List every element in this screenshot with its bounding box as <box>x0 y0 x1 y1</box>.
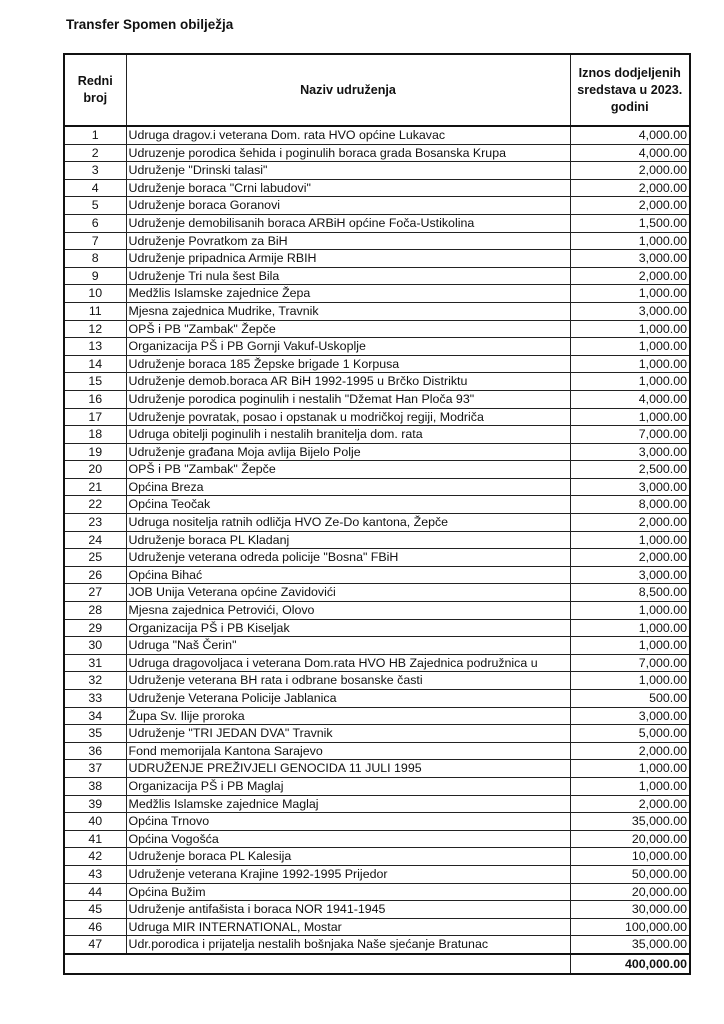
row-amount: 7,000.00 <box>570 654 690 672</box>
row-number: 47 <box>64 936 126 954</box>
row-name: OPŠ i PB "Zambak" Žepče <box>126 461 570 479</box>
row-amount: 1,000.00 <box>570 408 690 426</box>
table-row <box>64 936 690 954</box>
table-row <box>64 848 690 866</box>
row-number: 18 <box>64 426 126 444</box>
row-number: 15 <box>64 373 126 391</box>
table-row <box>64 267 690 285</box>
table-row <box>64 250 690 268</box>
row-number: 32 <box>64 672 126 690</box>
row-amount: 2,000.00 <box>570 267 690 285</box>
table-row <box>64 637 690 655</box>
table-row <box>64 162 690 180</box>
row-number: 6 <box>64 214 126 232</box>
row-number: 37 <box>64 760 126 778</box>
row-name: Općina Breza <box>126 478 570 496</box>
row-amount: 1,000.00 <box>570 760 690 778</box>
row-name: Općina Bužim <box>126 883 570 901</box>
row-amount: 1,000.00 <box>570 672 690 690</box>
row-number: 7 <box>64 232 126 250</box>
row-amount: 2,000.00 <box>570 742 690 760</box>
table-row <box>64 320 690 338</box>
row-amount: 2,000.00 <box>570 795 690 813</box>
row-name: Udruženje "Drinski talasi" <box>126 162 570 180</box>
row-amount: 7,000.00 <box>570 426 690 444</box>
total-label-cell <box>64 954 570 974</box>
row-amount: 8,000.00 <box>570 496 690 514</box>
row-amount: 8,500.00 <box>570 584 690 602</box>
row-name: Udruženje porodica poginulih i nestalih "Džemat Han Ploča 93" <box>126 390 570 408</box>
row-amount: 4,000.00 <box>570 144 690 162</box>
row-amount: 1,000.00 <box>570 320 690 338</box>
row-number: 19 <box>64 443 126 461</box>
row-number: 27 <box>64 584 126 602</box>
row-number: 31 <box>64 654 126 672</box>
row-number: 12 <box>64 320 126 338</box>
row-name: Udruženje boraca Goranovi <box>126 197 570 215</box>
row-amount: 1,500.00 <box>570 214 690 232</box>
row-number: 25 <box>64 549 126 567</box>
row-amount: 20,000.00 <box>570 830 690 848</box>
row-name: Udruženje pripadnica Armije RBIH <box>126 250 570 268</box>
row-amount: 3,000.00 <box>570 707 690 725</box>
table-row <box>64 302 690 320</box>
row-name: Udruženje antifašista i boraca NOR 1941-1945 <box>126 901 570 919</box>
row-amount: 1,000.00 <box>570 285 690 303</box>
table-row <box>64 725 690 743</box>
row-number: 8 <box>64 250 126 268</box>
row-name: Udruženje demobilisanih boraca ARBiH općine Foča-Ustikolina <box>126 214 570 232</box>
row-amount: 1,000.00 <box>570 602 690 620</box>
table-row <box>64 285 690 303</box>
row-name: Općina Bihać <box>126 566 570 584</box>
row-number: 40 <box>64 813 126 831</box>
table-row <box>64 813 690 831</box>
row-amount: 4,000.00 <box>570 126 690 144</box>
row-amount: 1,000.00 <box>570 355 690 373</box>
table-row <box>64 373 690 391</box>
table-row <box>64 478 690 496</box>
table-row <box>64 461 690 479</box>
row-name: Udruženje veterana Krajine 1992-1995 Prijedor <box>126 865 570 883</box>
row-number: 4 <box>64 179 126 197</box>
row-name: Udruženje građana Moja avlija Bijelo Polje <box>126 443 570 461</box>
table-row <box>64 654 690 672</box>
row-number: 10 <box>64 285 126 303</box>
table-row <box>64 496 690 514</box>
row-number: 3 <box>64 162 126 180</box>
row-name: Udruženje veterana BH rata i odbrane bosanske časti <box>126 672 570 690</box>
row-name: Udruga "Naš Čerin" <box>126 637 570 655</box>
table-row <box>64 408 690 426</box>
row-number: 42 <box>64 848 126 866</box>
row-number: 29 <box>64 619 126 637</box>
row-name: Medžlis Islamske zajednice Žepa <box>126 285 570 303</box>
row-name: Općina Vogošća <box>126 830 570 848</box>
row-number: 5 <box>64 197 126 215</box>
row-number: 20 <box>64 461 126 479</box>
row-amount: 30,000.00 <box>570 901 690 919</box>
row-number: 16 <box>64 390 126 408</box>
header-amount: Iznos dodjeljenih sredstava u 2023. godini <box>570 54 690 126</box>
table-row <box>64 197 690 215</box>
row-amount: 2,000.00 <box>570 179 690 197</box>
row-name: Mjesna zajednica Mudrike, Travnik <box>126 302 570 320</box>
row-amount: 1,000.00 <box>570 531 690 549</box>
allocation-table <box>63 53 691 975</box>
row-name: Udruženje Povratkom za BiH <box>126 232 570 250</box>
row-number: 9 <box>64 267 126 285</box>
row-number: 33 <box>64 690 126 708</box>
row-name: Udruženje boraca PL Kladanj <box>126 531 570 549</box>
table-row <box>64 338 690 356</box>
table-row <box>64 426 690 444</box>
table-row <box>64 214 690 232</box>
row-amount: 1,000.00 <box>570 637 690 655</box>
row-amount: 2,000.00 <box>570 162 690 180</box>
row-name: Udruga obitelji poginulih i nestalih branitelja dom. rata <box>126 426 570 444</box>
row-name: Udruženje povratak, posao i opstanak u modričkoj regiji, Modriča <box>126 408 570 426</box>
row-number: 28 <box>64 602 126 620</box>
row-amount: 35,000.00 <box>570 813 690 831</box>
table-row <box>64 126 690 144</box>
row-amount: 3,000.00 <box>570 250 690 268</box>
row-number: 35 <box>64 725 126 743</box>
table-row <box>64 795 690 813</box>
row-name: Udruženje boraca "Crni labudovi" <box>126 179 570 197</box>
row-amount: 1,000.00 <box>570 619 690 637</box>
row-amount: 2,000.00 <box>570 197 690 215</box>
row-name: Udruga dragovoljaca i veterana Dom.rata HVO HB Zajednica podružnica u <box>126 654 570 672</box>
row-name: Organizacija PŠ i PB Maglaj <box>126 777 570 795</box>
row-number: 24 <box>64 531 126 549</box>
row-name: UDRUŽENJE PREŽIVJELI GENOCIDA 11 JULI 1995 <box>126 760 570 778</box>
row-amount: 3,000.00 <box>570 478 690 496</box>
row-amount: 20,000.00 <box>570 883 690 901</box>
row-name: Udruga MIR INTERNATIONAL, Mostar <box>126 918 570 936</box>
table-row <box>64 355 690 373</box>
row-amount: 3,000.00 <box>570 443 690 461</box>
table-row <box>64 531 690 549</box>
row-name: Udruga nositelja ratnih odličja HVO Ze-Do kantona, Žepče <box>126 514 570 532</box>
row-number: 41 <box>64 830 126 848</box>
row-amount: 2,500.00 <box>570 461 690 479</box>
table-row <box>64 443 690 461</box>
row-amount: 1,000.00 <box>570 338 690 356</box>
row-name: Udruženje boraca 185 Žepske brigade 1 Korpusa <box>126 355 570 373</box>
row-number: 39 <box>64 795 126 813</box>
row-name: Udr.porodica i prijatelja nestalih bošnjaka Naše sjećanje Bratunac <box>126 936 570 954</box>
row-name: Udruženje Veterana Policije Jablanica <box>126 690 570 708</box>
row-name: Organizacija PŠ i PB Kiseljak <box>126 619 570 637</box>
table-row <box>64 549 690 567</box>
table-row <box>64 690 690 708</box>
row-number: 38 <box>64 777 126 795</box>
table-row <box>64 566 690 584</box>
row-name: Općina Trnovo <box>126 813 570 831</box>
header-name: Naziv udruženja <box>126 54 570 126</box>
row-name: Župa Sv. Ilije proroka <box>126 707 570 725</box>
row-name: Mjesna zajednica Petrovići, Olovo <box>126 602 570 620</box>
table-row <box>64 602 690 620</box>
row-name: Organizacija PŠ i PB Gornji Vakuf-Uskoplje <box>126 338 570 356</box>
header-number: Redni broj <box>64 54 126 126</box>
table-header-row <box>64 54 690 126</box>
row-amount: 3,000.00 <box>570 566 690 584</box>
table-row <box>64 830 690 848</box>
table-row <box>64 232 690 250</box>
table-row <box>64 514 690 532</box>
row-number: 46 <box>64 918 126 936</box>
row-amount: 4,000.00 <box>570 390 690 408</box>
row-name: Udruženje veterana odreda policije "Bosna" FBiH <box>126 549 570 567</box>
row-amount: 3,000.00 <box>570 302 690 320</box>
row-amount: 2,000.00 <box>570 514 690 532</box>
row-number: 13 <box>64 338 126 356</box>
row-name: Udruženje "TRI JEDAN DVA" Travnik <box>126 725 570 743</box>
row-number: 11 <box>64 302 126 320</box>
row-name: Udruženje boraca PL Kalesija <box>126 848 570 866</box>
row-amount: 10,000.00 <box>570 848 690 866</box>
table-row <box>64 742 690 760</box>
row-number: 17 <box>64 408 126 426</box>
table-row <box>64 619 690 637</box>
row-number: 21 <box>64 478 126 496</box>
row-amount: 5,000.00 <box>570 725 690 743</box>
document-title: Transfer Spomen obilježja <box>66 17 234 32</box>
row-amount: 50,000.00 <box>570 865 690 883</box>
table-row <box>64 144 690 162</box>
row-amount: 1,000.00 <box>570 232 690 250</box>
row-number: 30 <box>64 637 126 655</box>
row-number: 34 <box>64 707 126 725</box>
row-amount: 2,000.00 <box>570 549 690 567</box>
row-number: 26 <box>64 566 126 584</box>
row-amount: 100,000.00 <box>570 918 690 936</box>
row-name: Udruženje demob.boraca AR BiH 1992-1995 u Brčko Distriktu <box>126 373 570 391</box>
row-number: 45 <box>64 901 126 919</box>
row-number: 23 <box>64 514 126 532</box>
row-name: Udruženje Tri nula šest Bila <box>126 267 570 285</box>
table-body <box>64 126 690 954</box>
table-row <box>64 672 690 690</box>
row-amount: 35,000.00 <box>570 936 690 954</box>
row-number: 1 <box>64 126 126 144</box>
table-row <box>64 179 690 197</box>
total-amount: 400,000.00 <box>570 954 690 974</box>
row-amount: 500.00 <box>570 690 690 708</box>
row-number: 43 <box>64 865 126 883</box>
row-number: 36 <box>64 742 126 760</box>
row-name: Udruzenje porodica šehida i poginulih boraca grada Bosanska Krupa <box>126 144 570 162</box>
row-name: Fond memorijala Kantona Sarajevo <box>126 742 570 760</box>
row-name: OPŠ i PB "Zambak" Žepče <box>126 320 570 338</box>
table-row <box>64 865 690 883</box>
row-name: Udruga dragov.i veterana Dom. rata HVO općine Lukavac <box>126 126 570 144</box>
row-amount: 1,000.00 <box>570 777 690 795</box>
table-row <box>64 760 690 778</box>
table-row <box>64 390 690 408</box>
table-row <box>64 901 690 919</box>
row-name: Općina Teočak <box>126 496 570 514</box>
row-name: Medžlis Islamske zajednice Maglaj <box>126 795 570 813</box>
table-row <box>64 707 690 725</box>
table-row <box>64 584 690 602</box>
row-number: 22 <box>64 496 126 514</box>
table-row <box>64 777 690 795</box>
total-row <box>64 954 690 974</box>
row-number: 44 <box>64 883 126 901</box>
row-amount: 1,000.00 <box>570 373 690 391</box>
table-row <box>64 883 690 901</box>
row-number: 2 <box>64 144 126 162</box>
table-row <box>64 918 690 936</box>
row-name: JOB Unija Veterana općine Zavidovići <box>126 584 570 602</box>
row-number: 14 <box>64 355 126 373</box>
